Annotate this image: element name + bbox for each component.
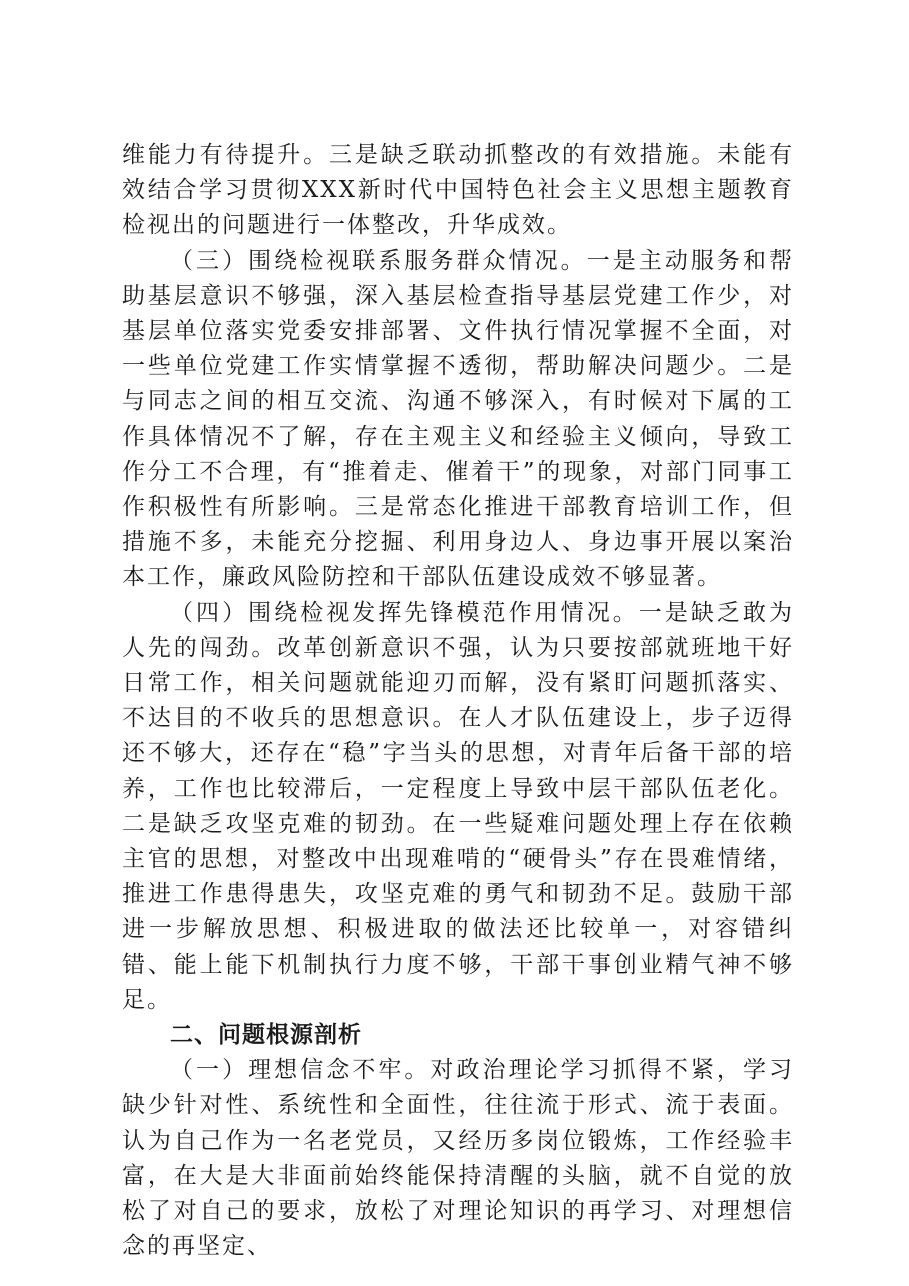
paragraph-root-cause-1: （一）理想信念不牢。对政治理论学习抓得不紧，学习缺少针对性、系统性和全面性，往往流于形式、流于表面。认为自己作为一名老党员，又经历多岗位锻炼，工作经验丰富，在大是大非面前始终能保持清醒的头脑，就不自觉的放松了对自己的要求，放松了对理论知识的再学习、对理想信念的再坚定、 bbox=[122, 1057, 794, 1260]
paragraph-continuation: 维能力有待提升。三是缺乏联动抓整改的有效措施。未能有效结合学习贯彻XXX新时代中国特色社会主义思想主题教育检视出的问题进行一体整改，升华成效。 bbox=[122, 142, 794, 239]
document-body bbox=[122, 138, 794, 1265]
section-heading-root-cause: 二、问题根源剖析 bbox=[170, 1022, 362, 1049]
paragraph-section-4: （四）围绕检视发挥先锋模范作用情况。一是缺乏敢为人先的闯劲。改革创新意识不强，认为只要按部就班地干好日常工作，相关问题就能迎刃而解，没有紧盯问题抓落实、不达目的不收兵的思想意识。在人才队伍建设上，步子迈得还不够大，还存在“稳”字当头的思想，对青年后备干部的培养，工作也比较滞后，一定程度上导致中层干部队伍老化。二是缺乏攻坚克难的韧劲。在一些疑难问题处理上存在依赖主官的思想，对整改中出现难啃的“硬骨头”存在畏难情绪，推进工作患得患失，攻坚克难的勇气和韧劲不足。鼓励干部进一步解放思想、积极进取的做法还比较单一，对容错纠错、能上能下机制执行力度不够，干部干事创业精气神不够足。 bbox=[122, 599, 794, 1013]
paragraph-section-3: （三）围绕检视联系服务群众情况。一是主动服务和帮助基层意识不够强，深入基层检查指导基层党建工作少，对基层单位落实党委安排部署、文件执行情况掌握不全面，对一些单位党建工作实情掌握不透彻，帮助解决问题少。二是与同志之间的相互交流、沟通不够深入，有时候对下属的工作具体情况不了解，存在主观主义和经验主义倾向，导致工作分工不合理，有“推着走、催着干”的现象，对部门同事工作积极性有所影响。三是常态化推进干部教育培训工作，但措施不多，未能充分挖掘、利用身边人、身边事开展以案治本工作，廉政风险防控和干部队伍建设成效不够显著。 bbox=[122, 247, 794, 591]
